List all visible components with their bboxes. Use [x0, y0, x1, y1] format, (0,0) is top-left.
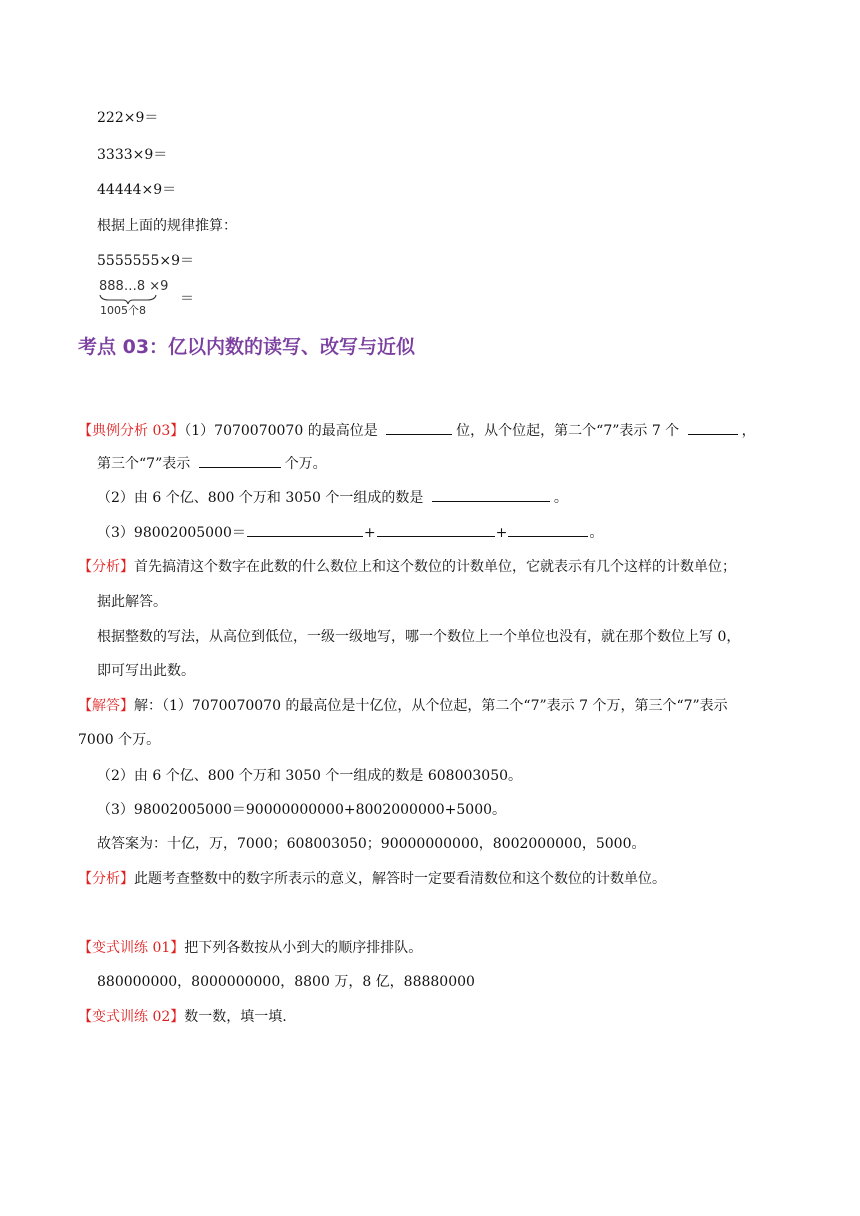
underbrace-icon [100, 295, 156, 304]
answer-blank[interactable] [508, 522, 588, 537]
answer-text: 解：（1）7070070070 的最高位是十亿位，从个位起，第二个“7”表示 7 个万，第三个“7”表示 [134, 698, 728, 714]
practice-tag: 【变式训练 02】 [78, 1009, 185, 1025]
example-q1-cont [97, 453, 327, 474]
plus-sign: + [495, 525, 508, 541]
analysis-line [78, 869, 666, 889]
answer-blank[interactable] [432, 487, 550, 502]
answer-blank[interactable] [386, 420, 452, 435]
analysis-tag: 【分析】 [78, 871, 134, 887]
equation-line: 44444×9＝ [97, 182, 177, 198]
equation-line: 222×9＝ [97, 110, 159, 126]
answer-tag: 【解答】 [78, 698, 134, 714]
practice-numbers: 880000000，8000000000，8800 万，8 亿，88880000 [97, 974, 475, 990]
practice-line [78, 1007, 287, 1027]
answer-text: 7000 个万。 [78, 732, 161, 748]
answer-blank[interactable] [688, 420, 738, 435]
example-tag: 【典例分析 03】 [78, 423, 185, 439]
analysis-text: 此题考查整数中的数字所表示的意义，解答时一定要看清数位和这个数位的计数单位。 [134, 871, 666, 887]
plus-sign: + [363, 525, 376, 541]
answer-text: （2）由 6 个亿、800 个万和 3050 个一组成的数是 608003050。 [97, 768, 523, 784]
question-text: （3）98002005000＝ [97, 525, 246, 541]
question-text: 。 [589, 525, 604, 541]
equation-line: 3333×9＝ [97, 147, 168, 163]
practice-text: 把下列各数按从小到大的顺序排排队。 [184, 940, 423, 956]
question-text: 个万。 [284, 456, 327, 472]
question-text: 位，从个位起，第二个“7”表示 7 个 [456, 423, 680, 439]
question-text: ， [741, 423, 756, 439]
formula-top: 888…8 ×9 [99, 279, 169, 294]
analysis-text: 即可写出此数。 [97, 663, 195, 679]
example-q2 [97, 487, 568, 508]
equation-line: 5555555×9＝ [97, 253, 194, 269]
analysis-text: 首先搞清这个数字在此数的什么数位上和这个数位的计数单位，它就表示有几个这样的计数单位； [134, 559, 736, 575]
formula-equals: ＝ [180, 291, 194, 307]
formula-under: 1005个8 [100, 304, 146, 317]
analysis-text: 据此解答。 [97, 594, 167, 610]
analysis-tag: 【分析】 [78, 559, 134, 575]
question-text: （1）7070070070 的最高位是 [184, 423, 378, 439]
answer-blank[interactable] [199, 453, 281, 468]
question-text: 第三个“7”表示 [97, 456, 191, 472]
answer-line [78, 696, 728, 716]
example-q1 [78, 420, 756, 441]
question-text: 。 [553, 490, 568, 506]
rule-text: 根据上面的规律推算： [97, 218, 237, 234]
practice-tag: 【变式训练 01】 [78, 940, 185, 956]
practice-line [78, 938, 422, 958]
answer-blank[interactable] [377, 522, 495, 537]
answer-text: （3）98002005000＝90000000000+8002000000+5000。 [97, 802, 507, 818]
answer-text: 故答案为：十亿，万，7000；608003050；90000000000，8002000000，5000。 [97, 836, 646, 852]
question-text: （2）由 6 个亿、800 个万和 3050 个一组成的数是 [97, 490, 424, 506]
section-heading: 考点 03：亿以内数的读写、改写与近似 [78, 336, 416, 358]
answer-blank[interactable] [247, 522, 363, 537]
example-q3 [97, 522, 603, 543]
analysis-line [78, 557, 736, 577]
analysis-text: 根据整数的写法，从高位到低位，一级一级地写，哪一个数位上一个单位也没有，就在那个数位上写 0， [97, 629, 741, 645]
practice-text: 数一数，填一填. [184, 1009, 287, 1025]
